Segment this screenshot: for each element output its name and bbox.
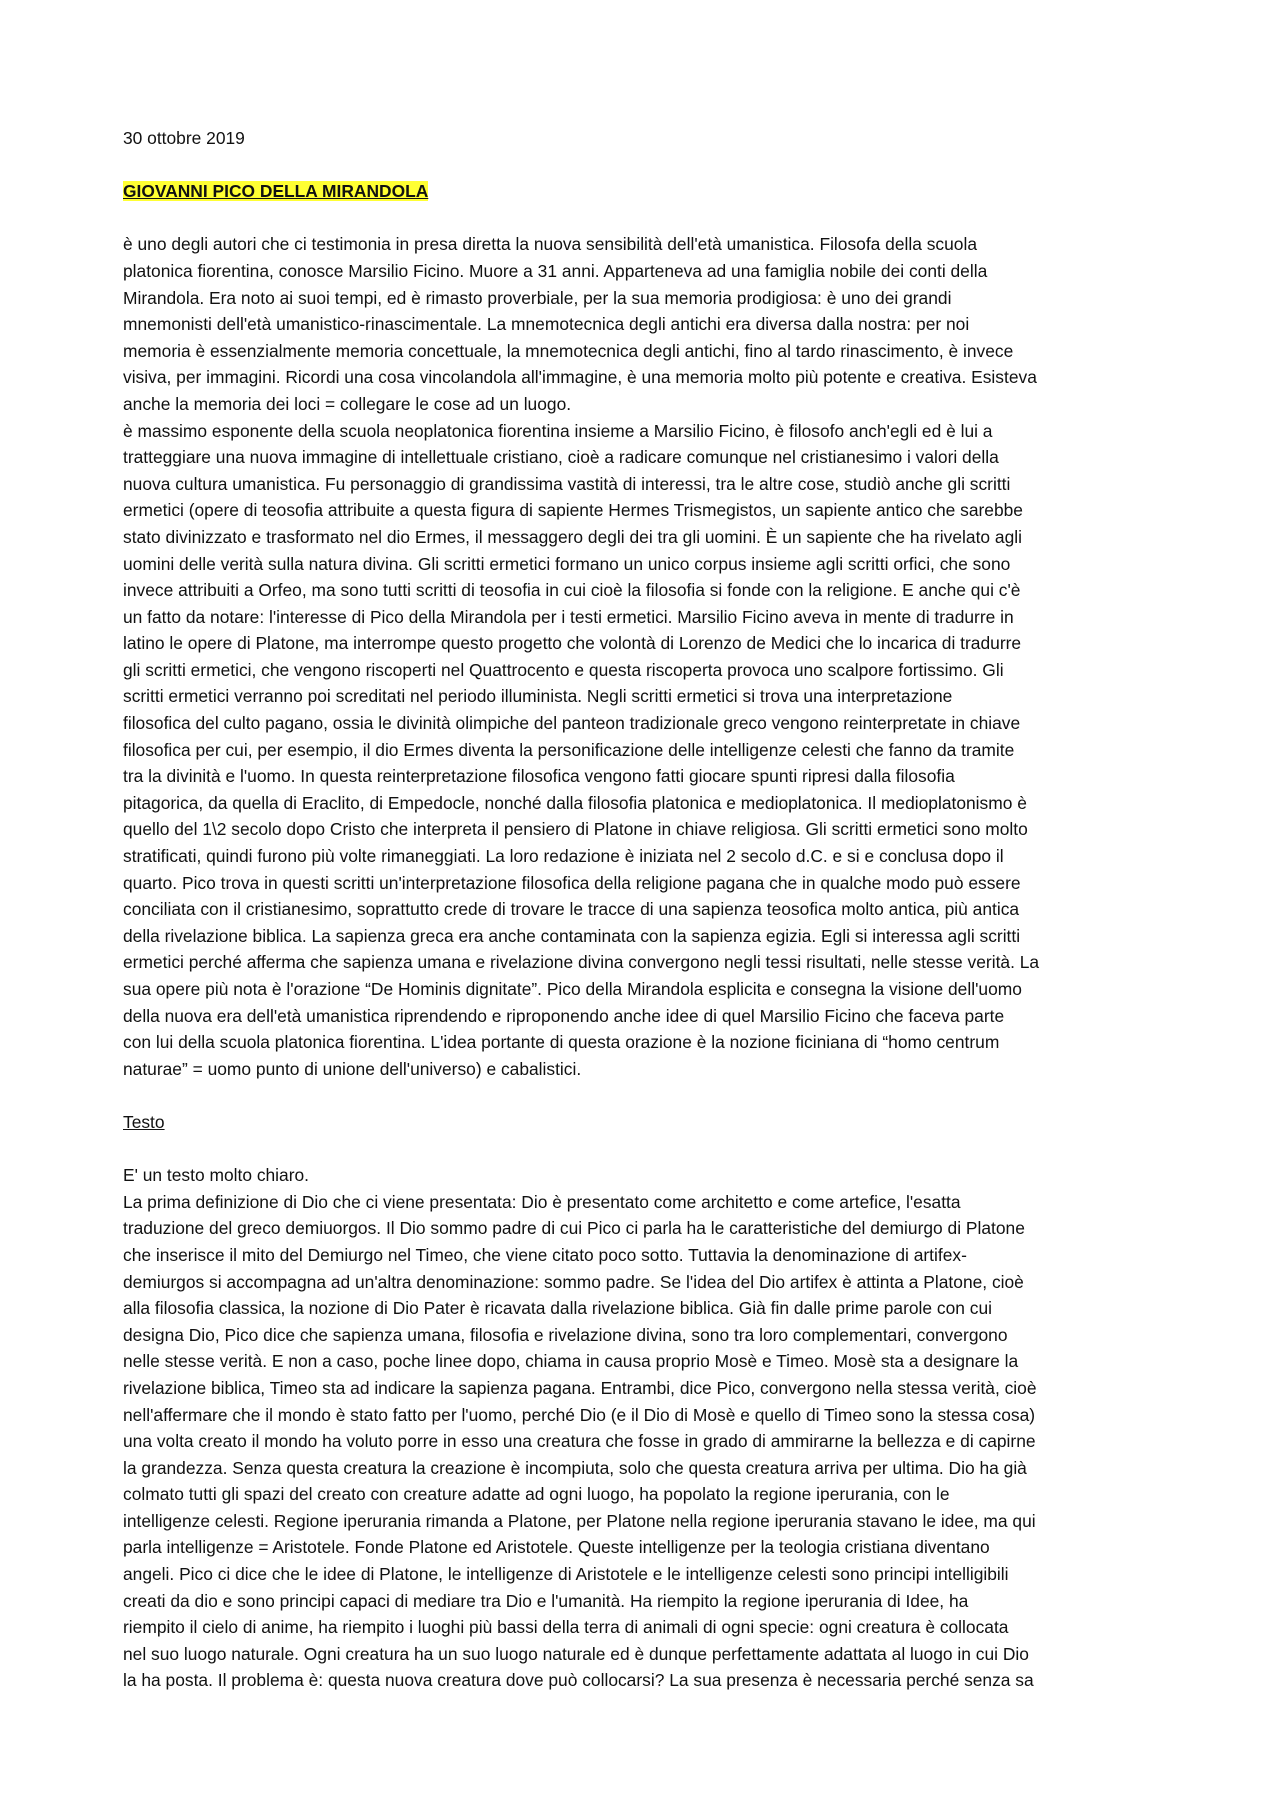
text-line: E' un testo molto chiaro. <box>123 1165 310 1186</box>
document-page <box>123 125 1168 1694</box>
text-line: quello del 1\2 secolo dopo Cristo che interpreta il pensiero di Platone in chiave religiosa. Gli scritti ermetici sono molto <box>123 819 1028 840</box>
text-line: che inserisce il mito del Demiurgo nel Timeo, che viene citato poco sotto. Tuttavia la denominazione di artifex- <box>123 1244 967 1265</box>
text-line: memoria è essenzialmente memoria concettuale, la mnemotecnica degli antichi, fino al tardo rinascimento, è invece <box>123 340 1014 361</box>
document-title: GIOVANNI PICO DELLA MIRANDOLA <box>123 181 429 202</box>
text-line: designa Dio, Pico dice che sapienza umana, filosofia e rivelazione divina, sono tra loro complementari, convergono <box>123 1324 1008 1345</box>
text-line: la ha posta. Il problema è: questa nuova creatura dove può collocarsi? La sua presenza è necessaria perché senza sa <box>123 1670 1034 1691</box>
text-line: un fatto da notare: l'interesse di Pico della Mirandola per i testi ermetici. Marsilio Ficino aveva in mente di tradurre in <box>123 606 1014 627</box>
text-line: traduzione del greco demiuorgos. Il Dio sommo padre di cui Pico ci parla ha le caratteristiche del demiurgo di Platone <box>123 1218 1025 1239</box>
spacer <box>123 1082 1168 1109</box>
text-line: gli scritti ermetici, che vengono riscoperti nel Quattrocento e questa riscoperta provoca uno scalpore fortissimo. Gli <box>123 659 1004 680</box>
text-line: della nuova era dell'età umanistica riprendendo e riproponendo anche idee di quel Marsilio Ficino che faceva parte <box>123 1005 1005 1026</box>
text-line: stratificati, quindi furono più volte rimaneggiati. La loro redazione è iniziata nel 2 secolo d.C. e si e conclusa dopo il <box>123 846 1004 867</box>
text-line: naturae” = uomo punto di unione dell'universo) e cabalistici. <box>123 1058 582 1079</box>
text-line: demiurgos si accompagna ad un'altra denominazione: sommo padre. Se l'idea del Dio artifex è attinta a Platone, cioè <box>123 1271 1024 1292</box>
text-line: riempito il cielo di anime, ha riempito i luoghi più bassi della terra di animali di ogni specie: ogni creatura è collocata <box>123 1617 1009 1638</box>
spacer <box>123 205 1168 232</box>
intro-paragraph <box>123 231 1168 1082</box>
text-line: filosofica del culto pagano, ossia le divinità olimpiche del panteon tradizionale greco vengono reinterpretate in chiave <box>123 713 1021 734</box>
text-line: parla intelligenze = Aristotele. Fonde Platone ed Aristotele. Queste intelligenze per la teologia cristiana diventano <box>123 1537 990 1558</box>
text-line: quarto. Pico trova in questi scritti un'interpretazione filosofica della religione pagana che in qualche modo può essere <box>123 872 1021 893</box>
text-line: conciliata con il cristianesimo, soprattutto crede di trovare le tracce di una sapienza teosofica molto antica, più antica <box>123 899 1020 920</box>
text-line: mnemonisti dell'età umanistico-rinascimentale. La mnemotecnica degli antichi era diversa dalla nostra: per noi <box>123 314 970 335</box>
text-line: latino le opere di Platone, ma interrompe questo progetto che volontà di Lorenzo de Medici che lo incarica di tradurre <box>123 633 1022 654</box>
text-line: stato divinizzato e trasformato nel dio Ermes, il messaggero degli dei tra gli uomini. È un sapiente che ha rivelato agli <box>123 526 1022 547</box>
text-line: colmato tutti gli spazi del creato con creature adatte ad ogni luogo, ha popolato la regione iperurania, con le <box>123 1484 950 1505</box>
text-line: Mirandola. Era noto ai suoi tempi, ed è rimasto proverbiale, per la sua memoria prodigiosa: è uno dei grandi <box>123 287 952 308</box>
section-heading: Testo <box>123 1111 165 1132</box>
text-line: uomini delle verità sulla natura divina. Gli scritti ermetici formano un unico corpus insieme agli scritti orfici, che sono <box>123 553 1011 574</box>
text-line: intelligenze celesti. Regione iperurania rimanda a Platone, per Platone nella regione iperurania stavano le idee, ma qui <box>123 1510 1036 1531</box>
text-line: nelle stesse verità. E non a caso, poche linee dopo, chiama in causa proprio Mosè e Timeo. Mosè sta a designare la <box>123 1351 1019 1372</box>
text-line: creati da dio e sono principi capaci di mediare tra Dio e l'umanità. Ha riempito la regione iperurania di Idee, ha <box>123 1590 969 1611</box>
text-line: scritti ermetici verranno poi screditati nel periodo illuminista. Negli scritti ermetici si trova una interpretazione <box>123 686 953 707</box>
text-line: una volta creato il mondo ha voluto porre in esso una creatura che fosse in grado di ammirarne la bellezza e di capirne <box>123 1431 1036 1452</box>
text-line: pitagorica, da quella di Eraclito, di Empedocle, nonché dalla filosofia platonica e medioplatonica. Il medioplatonismo è <box>123 792 1027 813</box>
text-line: anche la memoria dei loci = collegare le cose ad un luogo. <box>123 393 572 414</box>
text-line: ermetici (opere di teosofia attribuite a questa figura di sapiente Hermes Trismegistos, un sapiente antico che sarebbe <box>123 500 1023 521</box>
text-line: La prima definizione di Dio che ci viene presentata: Dio è presentato come architetto e come artefice, l'esatta <box>123 1191 961 1212</box>
text-line: filosofica per cui, per esempio, il dio Ermes diventa la personificazione delle intelligenze celesti che fanno da tramite <box>123 739 1015 760</box>
document-date: 30 ottobre 2019 <box>123 128 245 148</box>
text-line: platonica fiorentina, conosce Marsilio Ficino. Muore a 31 anni. Apparteneva ad una famiglia nobile dei conti della <box>123 260 988 281</box>
text-line: nuova cultura umanistica. Fu personaggio di grandissima vastità di interessi, tra le altre cose, studiò anche gli scritti <box>123 473 1011 494</box>
text-line: tra la divinità e l'uomo. In questa reinterpretazione filosofica vengono fatti giocare spunti ripresi dalla filosofia <box>123 766 955 787</box>
text-line: sua opere più nota è l'orazione “De Hominis dignitate”. Pico della Mirandola esplicita e consegna la visione dell'uomo <box>123 979 1022 999</box>
text-line: la grandezza. Senza questa creatura la creazione è incompiuta, solo che questa creatura arriva per ultima. Dio ha già <box>123 1457 1027 1478</box>
text-line: nel suo luogo naturale. Ogni creatura ha un suo luogo naturale ed è dunque perfettamente adattata al luogo in cui Dio <box>123 1643 1029 1664</box>
text-line: della rivelazione biblica. La sapienza greca era anche contaminata con la sapienza egizia. Egli si interessa agli scritti <box>123 925 1021 946</box>
spacer <box>123 152 1168 179</box>
text-line: è massimo esponente della scuola neoplatonica fiorentina insieme a Marsilio Ficino, è filosofo anch'egli ed è lui a <box>123 420 993 441</box>
text-line: invece attribuiti a Orfeo, ma sono tutti scritti di teosofia in cui cioè la filosofia si fonde con la religione. E anche qui c'è <box>123 580 1021 601</box>
text-line: visiva, per immagini. Ricordi una cosa vincolandola all'immagine, è una memoria molto più potente e creativa. Esisteva <box>123 367 1037 388</box>
spacer <box>123 1136 1168 1163</box>
text-line: è uno degli autori che ci testimonia in presa diretta la nuova sensibilità dell'età umanistica. Filosofa della scuola <box>123 234 978 255</box>
text-paragraph <box>123 1162 1168 1694</box>
text-line: angeli. Pico ci dice che le idee di Platone, le intelligenze di Aristotele e le intelligenze celesti sono principi intelligibili <box>123 1564 1009 1585</box>
text-line: tratteggiare una nuova immagine di intellettuale cristiano, cioè a radicare comunque nel cristianesimo i valori della <box>123 447 999 468</box>
document-title-line <box>123 178 1168 205</box>
text-line: con lui della scuola platonica fiorentina. L'idea portante di questa orazione è la nozione ficiniana di “homo centrum <box>123 1032 1000 1053</box>
text-line: ermetici perché afferma che sapienza umana e rivelazione divina convergono negli tessi risultati, nelle stesse verità. La <box>123 952 1040 973</box>
text-line: alla filosofia classica, la nozione di Dio Pater è ricavata dalla rivelazione biblica. Già fin dalle prime parole con cui <box>123 1298 993 1319</box>
text-line: nell'affermare che il mondo è stato fatto per l'uomo, perché Dio (e il Dio di Mosè e quello di Timeo sono la stessa cosa) <box>123 1404 1036 1425</box>
text-line: rivelazione biblica, Timeo sta ad indicare la sapienza pagana. Entrambi, dice Pico, convergono nella stessa verità, cioè <box>123 1377 1037 1398</box>
